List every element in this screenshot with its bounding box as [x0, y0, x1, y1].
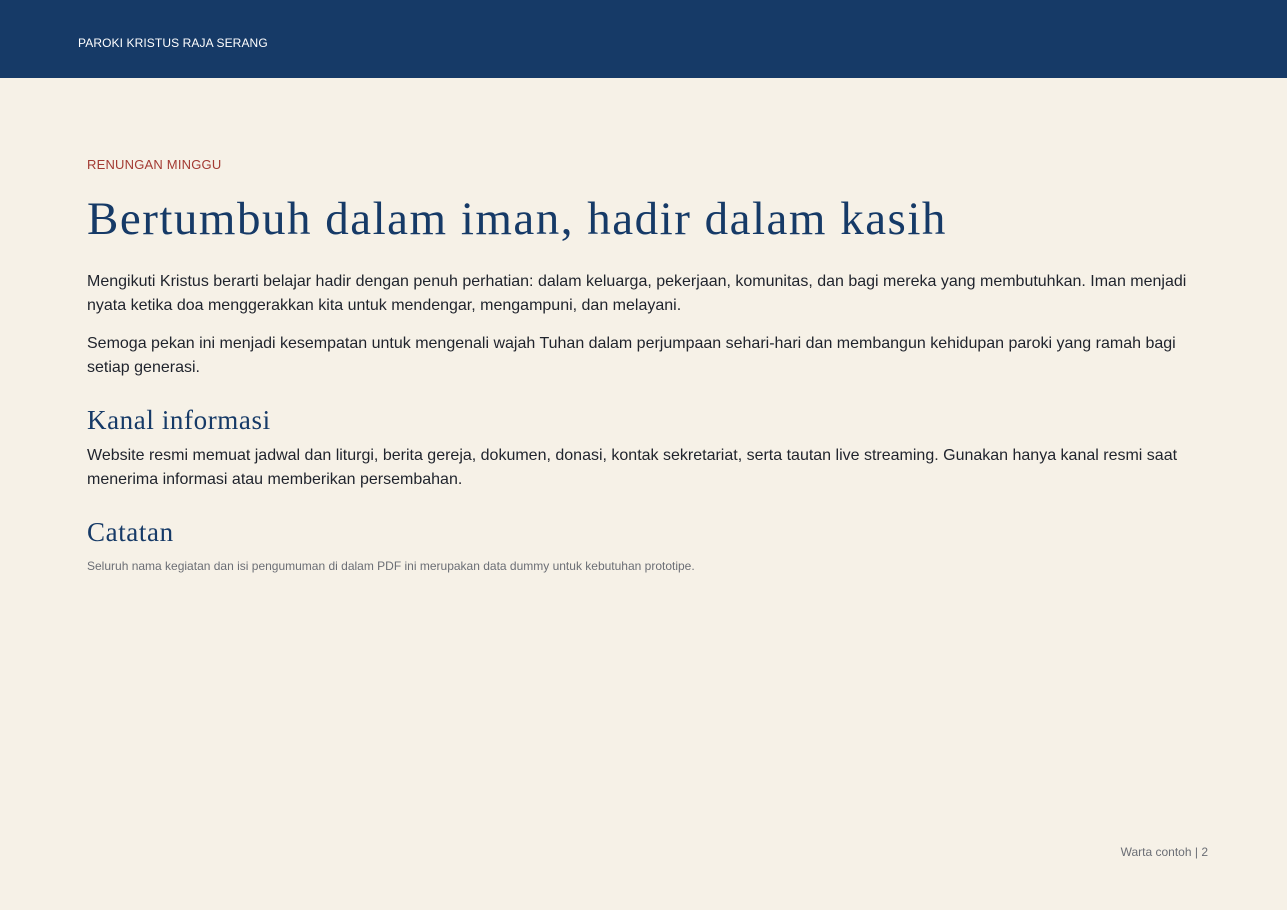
- intro-paragraph: Mengikuti Kristus berarti belajar hadir dengan penuh perhatian: dalam keluarga, pekerjaan, komunitas, dan bagi mereka yang membutuhkan. Iman menjadi nyata ketika doa menggerakkan kita untuk mendengar, mengampuni, dan melayani.: [87, 273, 1187, 314]
- page-footer: Warta contoh | 2: [1120, 845, 1208, 859]
- information-channel-text: Website resmi memuat jadwal dan liturgi, berita gereja, dokumen, donasi, kontak sekretariat, serta tautan live streaming. Gunakan hanya kanal resmi saat menerima informasi atau memberikan persembahan.: [87, 447, 1178, 488]
- notes-heading: Catatan: [87, 517, 174, 547]
- section-eyebrow: RENUNGAN MINGGU: [87, 157, 222, 172]
- notes-text: Seluruh nama kegiatan dan isi pengumuman di dalam PDF ini merupakan data dummy untuk kebutuhan prototipe.: [87, 559, 695, 573]
- page-header: [0, 0, 1287, 78]
- page-title: Bertumbuh dalam iman, hadir dalam kasih: [87, 193, 947, 245]
- reflection-paragraph: Semoga pekan ini menjadi kesempatan untuk mengenali wajah Tuhan dalam perjumpaan sehari-hari dan membangun kehidupan paroki yang ramah bagi setiap generasi.: [87, 335, 1176, 376]
- document-content: [87, 157, 1197, 574]
- parish-name: PAROKI KRISTUS RAJA SERANG: [78, 36, 268, 50]
- information-channel-heading: Kanal informasi: [87, 405, 271, 435]
